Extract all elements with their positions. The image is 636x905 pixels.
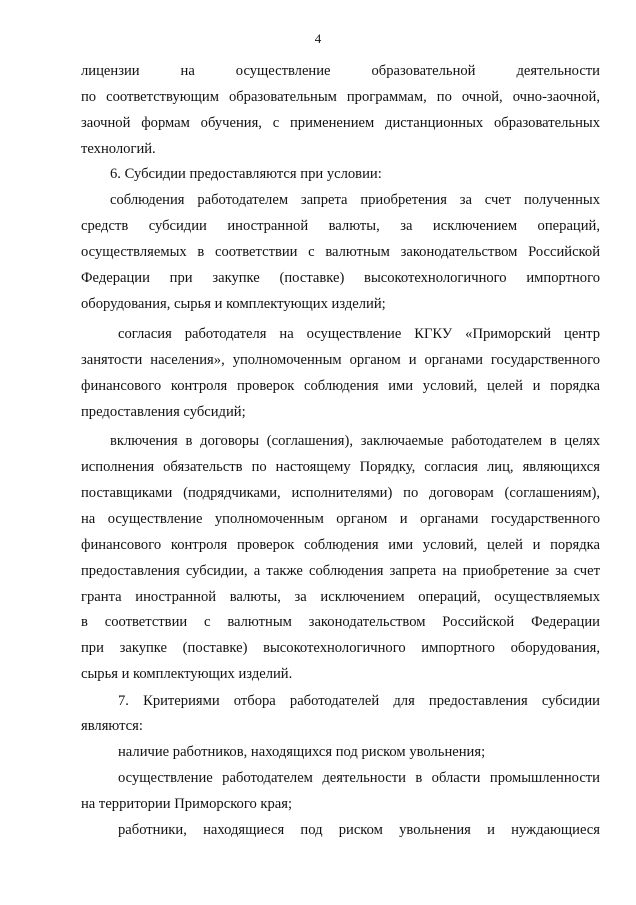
text-line: осуществляемых в соответствии с валютным законодательством Российской bbox=[81, 244, 600, 260]
text-line: оборудования, сырья и комплектующих изделий; bbox=[81, 296, 386, 312]
text-line: по соответствующим образовательным программам, по очной, очно-заочной, bbox=[81, 89, 600, 105]
paragraph-heading-6: 6. Субсидии предоставляются при условии: bbox=[110, 166, 382, 182]
text-line: наличие работников, находящихся под риском увольнения; bbox=[118, 744, 486, 760]
text-line: при закупке (поставке) высокотехнологичного импортного оборудования, bbox=[81, 640, 600, 656]
text-line: поставщиками (подрядчиками, исполнителями) по договорам (соглашениям), bbox=[81, 485, 600, 501]
text-line: средств субсидии иностранной валюты, за исключением операций, bbox=[81, 218, 600, 234]
text-line: гранта иностранной валюты, за исключением операций, осуществляемых bbox=[81, 589, 600, 605]
text-line: работники, находящиеся под риском увольнения и нуждающиеся bbox=[118, 822, 600, 838]
text-line: на осуществление уполномоченным органом и органами государственного bbox=[81, 511, 600, 527]
text-line: включения в договоры (соглашения), заключаемые работодателем в целях bbox=[110, 433, 600, 449]
text-line: являются: bbox=[81, 718, 143, 734]
text-line: соблюдения работодателем запрета приобретения за счет полученных bbox=[110, 192, 600, 208]
text-line: лицензии на осуществление образовательной деятельности bbox=[81, 63, 600, 79]
paragraph-heading-7: 7. Критериями отбора работодателей для предоставления субсидии bbox=[118, 693, 600, 709]
text-line: сырья и комплектующих изделий. bbox=[81, 666, 293, 682]
text-line: в соответствии с валютным законодательством Российской Федерации bbox=[81, 614, 600, 630]
text-line: на территории Приморского края; bbox=[81, 796, 293, 812]
text-line: исполнения обязательств по настоящему Порядку, согласия лиц, являющихся bbox=[81, 459, 600, 475]
text-line: занятости населения», уполномоченным органом и органами государственного bbox=[81, 352, 600, 368]
page-number: 4 bbox=[314, 31, 322, 46]
text-line: Федерации при закупке (поставке) высокотехнологичного импортного bbox=[81, 270, 600, 286]
text-line: согласия работодателя на осуществление КГКУ «Приморский центр bbox=[118, 326, 600, 342]
text-line: предоставления субсидии, а также соблюдения запрета на приобретение за счет bbox=[81, 563, 600, 579]
text-line: предоставления субсидий; bbox=[81, 404, 246, 420]
text-line: осуществление работодателем деятельности в области промышленности bbox=[118, 770, 600, 786]
text-line: финансового контроля проверок соблюдения ими условий, целей и порядка bbox=[81, 537, 600, 553]
text-line: технологий. bbox=[81, 141, 156, 157]
text-line: заочной формам обучения, с применением дистанционных образовательных bbox=[81, 115, 600, 131]
text-line: финансового контроля проверок соблюдения ими условий, целей и порядка bbox=[81, 378, 600, 394]
